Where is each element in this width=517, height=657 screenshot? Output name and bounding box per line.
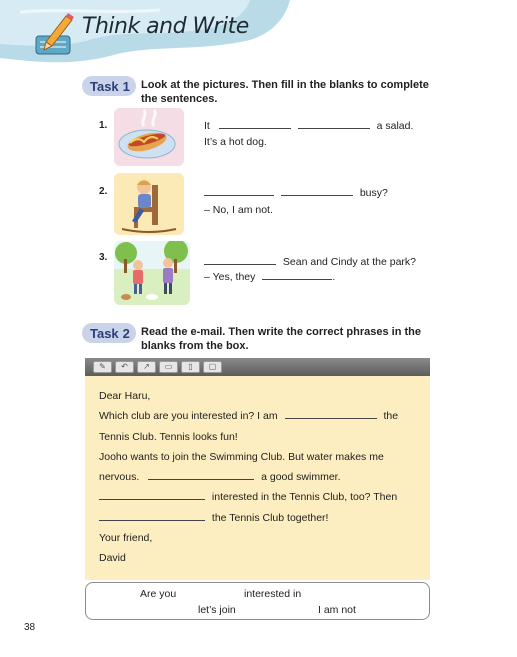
email-greeting: Dear Haru, [99, 390, 151, 402]
word-option: let’s join [198, 604, 236, 616]
blank[interactable] [298, 118, 370, 129]
word-option: I am not [318, 604, 356, 616]
blank[interactable] [285, 408, 377, 419]
email-toolbar [85, 358, 430, 376]
task-label: Task [90, 325, 119, 341]
blank[interactable] [219, 118, 291, 129]
blank[interactable] [262, 269, 332, 280]
task-label: Task [90, 78, 119, 94]
question-number: 3. [99, 252, 108, 263]
answer-line-2b: – No, I am not. [204, 204, 273, 216]
blank[interactable] [148, 469, 254, 480]
email-signature: David [99, 552, 126, 565]
page-title: Think and Write [82, 14, 249, 39]
folder-icon[interactable]: ▭ [159, 361, 178, 373]
email-line: Tennis Club. Tennis looks fun! [99, 430, 238, 443]
pencil-writing-icon [30, 12, 80, 62]
task-1-instruction: Look at the pictures. Then fill in the blanks to complete the sentences. [141, 79, 429, 105]
answer-line-3b: – Yes, they . [204, 271, 336, 283]
email-line: the Tennis Club together! [99, 508, 398, 528]
task-2-instruction: Read the e-mail. Then write the correct phrases in the blanks from the box. [141, 326, 421, 352]
blank[interactable] [281, 185, 353, 196]
header-banner [0, 0, 290, 70]
answer-line-1a: It a salad. [204, 120, 414, 132]
kids-in-park-picture [114, 241, 190, 305]
task-1-badge [82, 76, 136, 96]
blank[interactable] [204, 254, 276, 265]
question-number: 2. [99, 186, 108, 197]
blank[interactable] [204, 185, 274, 196]
page-number: 38 [24, 622, 36, 633]
answer-line-1b: It’s a hot dog. [204, 136, 267, 148]
blank[interactable] [99, 489, 205, 500]
email-panel [85, 358, 430, 580]
hot-dog-picture [114, 108, 184, 166]
trash-icon[interactable]: ▯ [181, 361, 200, 373]
task-2-badge [82, 323, 136, 343]
book-icon[interactable]: ▢ [203, 361, 222, 373]
word-option: Are you [140, 588, 177, 600]
reply-icon[interactable]: ↶ [115, 361, 134, 373]
blank[interactable] [99, 510, 205, 521]
task-number: 1 [122, 78, 130, 94]
email-line: interested in the Tennis Club, too? Then [99, 487, 398, 507]
answer-line-2a: busy? [204, 185, 388, 202]
word-option: interested in [244, 588, 302, 600]
answer-line-3a: Sean and Cindy at the park? [204, 254, 416, 271]
email-closing: Your friend, [99, 532, 153, 545]
email-line: nervous. a good swimmer. [99, 471, 341, 484]
email-line: Jooho wants to join the Swimming Club. But water makes me [99, 450, 384, 463]
email-body [99, 386, 398, 569]
word-box [85, 582, 430, 620]
email-line: Which club are you interested in? I am the [99, 410, 399, 423]
compose-icon[interactable]: ✎ [93, 361, 112, 373]
task-number: 2 [122, 325, 130, 341]
question-number: 1. [99, 120, 108, 131]
man-rocking-chair-picture [114, 173, 184, 235]
forward-icon[interactable]: ↗ [137, 361, 156, 373]
